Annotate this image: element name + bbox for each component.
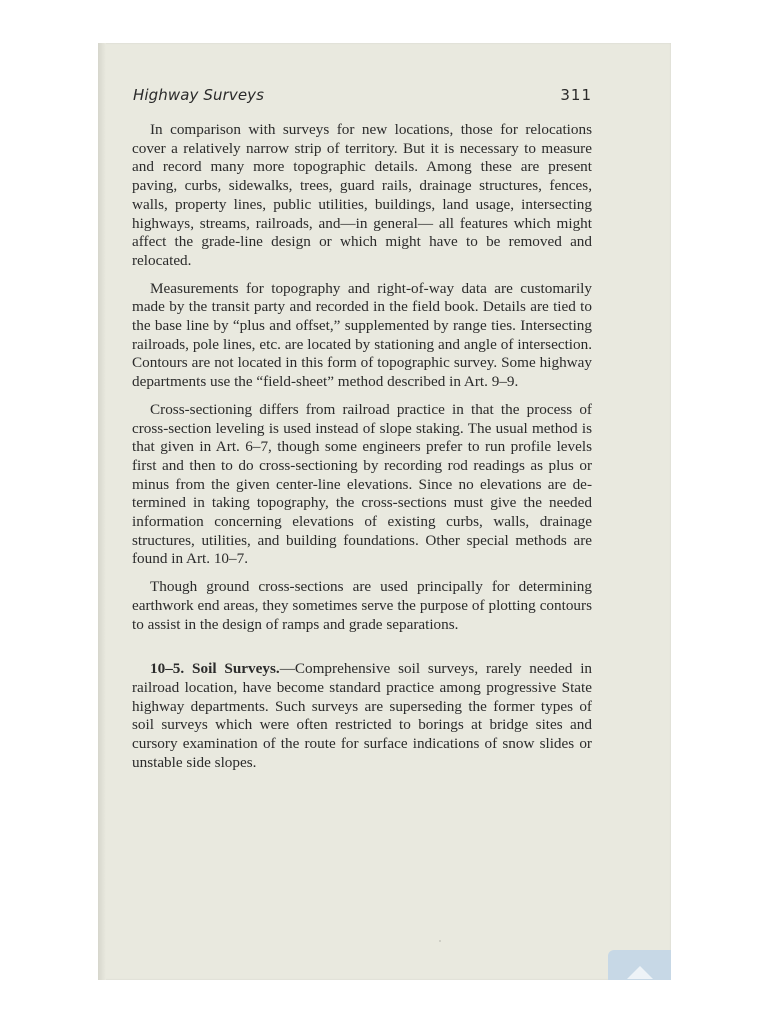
- section-soil-surveys: [132, 660, 592, 772]
- page-header: [133, 86, 592, 104]
- section-text: —Comprehensive soil surveys, rarely needed in railroad location, have become standard practice among progressive State highway departments. Such surveys are superseding the former types of soil surveys which were often restricted to borings at bridge sites and cursory examination of the route for surface indications of snow slides or unstable side slopes.: [132, 660, 593, 771]
- chevron-up-icon: [625, 963, 655, 980]
- section-heading: 10–5. Soil Surveys.: [150, 660, 280, 678]
- paragraph-cross-sectioning: Cross-sectioning differs from railroad practice in that the process of cross-section leveling is used instead of slope staking. The usual method is that given in Art. 6–7, though some engineers prefer to run profile levels first and then to do cross-sectioning by recording rod readings as plus or minus from the given center-line elevations. Since no elevations are determined in taking topography, the cross-sections must give the needed information concerning elevations of existing curbs, walls, drainage structures, utilities, and building foundations. Other special methods are found in Art. 10–7.: [132, 400, 592, 568]
- paragraph-ground-cross-sections: Though ground cross-sections are used principally for determining earthwork end areas, they sometimes serve the purpose of plotting contours to assist in the design of ramps and grade separations.: [132, 578, 592, 633]
- running-head: Highway Surveys: [133, 86, 265, 104]
- scroll-to-top-button[interactable]: [608, 950, 671, 980]
- paragraph-relocation-surveys: In comparison with surveys for new locations, those for relocations cover a relatively narrow strip of territory. But it is necessary to measure and record many more topographic details. Among these are present paving, curbs, sidewalks, trees, guard rails, drainage structures, fences, walls, property lines, public utilities, buildings, land usage, intersecting highways, streams, railroads, and—in general— all features which might affect the grade-line design or which might have to be removed and relocated.: [132, 121, 592, 269]
- book-page: [98, 43, 671, 980]
- paragraph-topography-measurements: Measurements for topography and right-of-way data are customarily made by the transit party and recorded in the field book. Details are tied to the base line by “plus and offset,” supplemented by range ties. Intersecting railroads, pole lines, etc. are located by stationing and angle of intersection. Contours are not located in this form of topographic survey. Some highway departments use the “field-sheet” method described in Art. 9–9.: [132, 279, 592, 391]
- page-spine-shadow: [98, 43, 106, 980]
- page-speck: [439, 940, 441, 942]
- page-number: 311: [560, 86, 592, 104]
- page-body: [132, 121, 592, 782]
